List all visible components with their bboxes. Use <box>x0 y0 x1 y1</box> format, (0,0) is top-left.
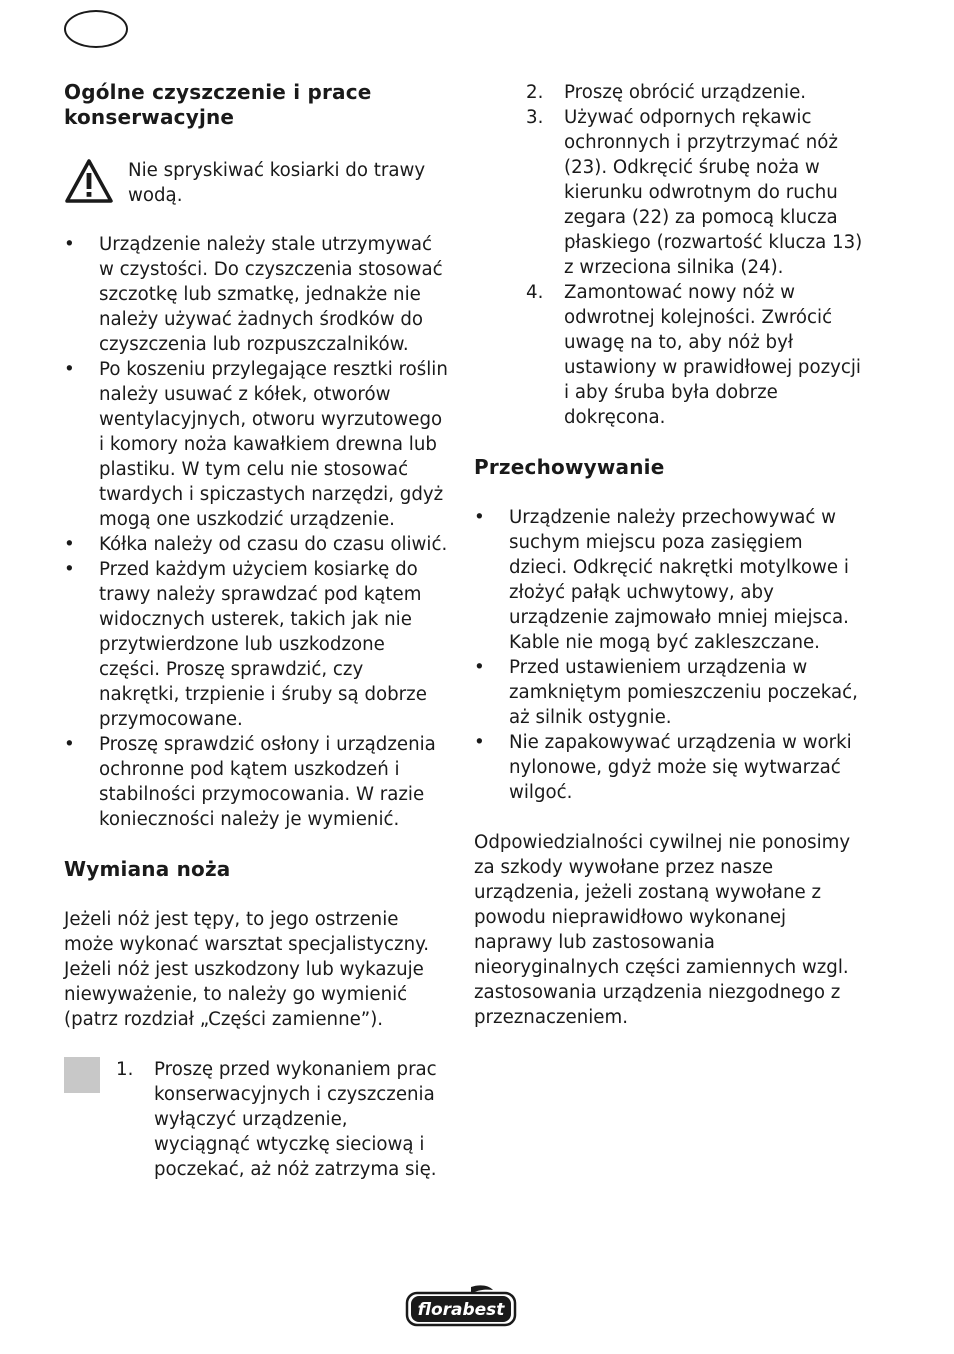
right-column <box>474 80 864 1030</box>
logo-text: florabest <box>417 1300 505 1320</box>
step-block <box>64 1057 449 1182</box>
blade-paragraph: Jeżeli nóż jest tępy, to jego ostrzenie może wykonać warsztat specjalistyczny. Jeżeli nóż jest uszkodzony lub wykazuje niewyważenie, to należy go wymienić (patrz rozdział „Części zamienne”). <box>64 909 430 1030</box>
steps-list-left <box>64 1057 449 1182</box>
step-item: 4. Zamontować nowy nóż w odwrotnej kolejności. Zwrócić uwagę na to, aby nóż był ustawiony w prawidłowej pozycji i aby śruba była dobrze dokręcona. <box>526 282 861 428</box>
list-item: • Po koszeniu przylegające resztki roślin należy usuwać z kółek, otworów wentylacyjnych, otworu wyrzutowego i komory noża kawałkiem drewna lub plastiku. W tym celu nie stosować twardych i spiczastych narzędzi, gdyż mogą one uszkodzić urządzenie. <box>64 359 448 530</box>
left-column <box>64 80 449 1182</box>
bullet-icon: • <box>64 534 75 555</box>
section-heading-blade: Wymiana noża <box>64 857 231 881</box>
section-heading-cleaning: Ogólne czyszczenie i prace konserwacyjne <box>64 80 372 129</box>
list-item: • Przed każdym użyciem kosiarkę do trawy należy sprawdzać pod kątem widocznych usterek, takich jak nie przytwierdzone lub uszkodzone części. Proszę sprawdzić, czy nakrętki, trzpienie i śruby są dobrze przymocowane. <box>64 559 427 730</box>
language-badge <box>64 10 128 48</box>
florabest-logo <box>405 1284 517 1328</box>
step-item: 3. Używać odpornych rękawic ochronnych i przytrzymać nóż (23). Odkręcić śrubę noża w kierunku odwrotnym do ruchu zegara (22) za pomocą klucza płaskiego (rozwartość klucza 13) z wrzeciona silnika (24). <box>526 107 863 278</box>
warning-text: Nie spryskiwać kosiarki do trawy wodą. <box>128 160 426 206</box>
step-item: 2. Proszę obrócić urządzenie. <box>526 82 807 103</box>
storage-list <box>474 505 864 805</box>
bullet-icon: • <box>474 507 485 528</box>
liability-paragraph: Odpowiedzialności cywilnej nie ponosimy za szkody wywołane przez nasze urządzenia, jeżeli zostaną wywołane z powodu nieprawidłowo wykonanej naprawy lub zastosowania nieoryginalnych części zamiennych wzgl. zastosowania urządzenia niezgodnego z przeznaczeniem. <box>474 832 851 1028</box>
section-heading-storage: Przechowywanie <box>474 455 665 479</box>
cleaning-list <box>64 232 449 832</box>
list-item: • Nie zapakowywać urządzenia w worki nylonowe, gdyż może się wytwarzać wilgoć. <box>474 732 852 803</box>
warning-triangle-icon <box>64 158 114 204</box>
bullet-icon: • <box>64 234 75 255</box>
list-item: • Kółka należy od czasu do czasu oliwić. <box>64 534 448 555</box>
list-item: • Przed ustawieniem urządzenia w zamkniętym pomieszczeniu poczekać, aż silnik ostygnie. <box>474 657 858 728</box>
bullet-icon: • <box>64 559 75 580</box>
list-item: • Urządzenie należy przechowywać w suchym miejscu poza zasięgiem dzieci. Odkręcić nakrętki motylkowe i złożyć pałąk uchwytowy, aby urządzenie zajmowało mniej miejsca. Kable nie mogą być zakleszczane. <box>474 507 849 653</box>
list-item: • Proszę sprawdzić osłony i urządzenia ochronne pod kątem uszkodzeń i stabilności przymocowania. W razie konieczności należy je wymienić. <box>64 734 436 830</box>
bullet-icon: • <box>474 732 485 753</box>
bullet-icon: • <box>64 734 75 755</box>
steps-list-right <box>474 80 864 430</box>
bullet-icon: • <box>474 657 485 678</box>
bullet-icon: • <box>64 359 75 380</box>
step-item: 1. Proszę przed wykonaniem prac konserwacyjnych i czyszczenia wyłączyć urządzenie, wyciągnąć wtyczkę sieciową i poczekać, aż nóż zatrzyma się. <box>116 1059 437 1180</box>
list-item: • Urządzenie należy stale utrzymywać w czystości. Do czyszczenia stosować szczotkę lub szmatkę, jednakże nie należy używać żadnych środków do czyszczenia lub rozpuszczalników. <box>64 234 443 355</box>
warning-block <box>64 158 449 208</box>
